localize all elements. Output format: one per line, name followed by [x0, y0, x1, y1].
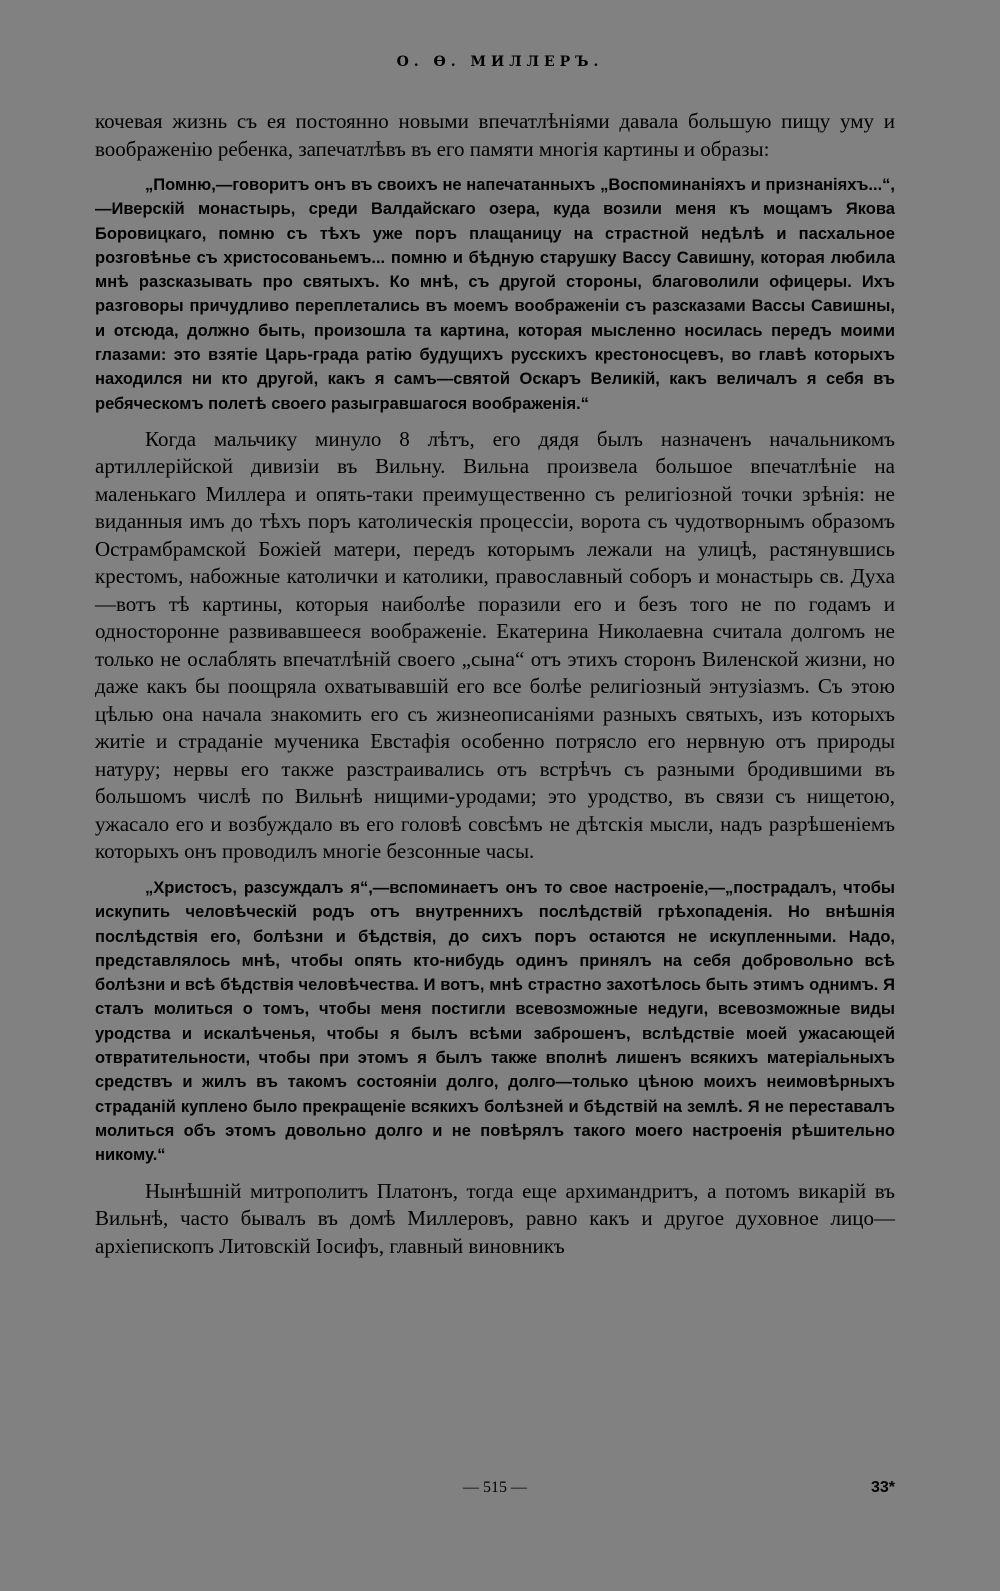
paragraph-1: кочевая жизнь съ ея постоянно новыми впечатлѣніями давала большую пищу уму и воображенію ребенка, запечатлѣвъ въ его памяти многія картины и образы:: [95, 109, 895, 161]
page-footer: [95, 1479, 895, 1503]
body-text: [95, 108, 895, 1260]
signature-mark: 33*: [870, 1479, 895, 1496]
running-head: О. Ѳ. МИЛЛЕРЪ.: [396, 54, 604, 70]
quote-2: „Христосъ, разсуждалъ я“,—вспоминаетъ онъ то свое настроеніе,—„пострадалъ, чтобы искупить человѣческій родъ отъ внутреннихъ послѣдствій грѣхопаденія. Но внѣшнія послѣдствія его, болѣзни и бѣдствія, до сихъ поръ остаются не искупленными. Надо, представлялось мнѣ, чтобы опять кто-нибудь одинъ принялъ на себя добровольно всѣ болѣзни и всѣ бѣдствія человѣчества. И вотъ, мнѣ страстно захотѣлось быть этимъ однимъ. Я сталъ молиться о томъ, чтобы меня постигли всевозможные недуги, всевозможные виды уродства и искалѣченья, чтобы я былъ всѣми заброшенъ, вслѣдствіе моей ужасающей отвратительности, чтобы при этомъ я былъ также вполнѣ лишенъ всякихъ матеріальныхъ средствъ и жилъ въ такомъ состояніи долго, долго—только цѣною моихъ неимовѣрныхъ страданій куплено было прекращеніе всякихъ болѣзней и бѣдствій на землѣ. Я не переставалъ молиться объ этомъ довольно долго и не повѣрялъ такого моего настроенія рѣшительно никому.“: [95, 878, 895, 1165]
paragraph-3: Нынѣшній митрополитъ Платонъ, тогда еще архимандритъ, а потомъ викарій въ Вильнѣ, часто бывалъ въ домѣ Миллеровъ, равно какъ и другое духовное лицо—архіепископъ Литовскій Іосифъ, главный виновникъ: [95, 1178, 895, 1258]
page-number: — 515 —: [463, 1479, 527, 1496]
paragraph-2: Когда мальчику минуло 8 лѣтъ, его дядя былъ назначенъ начальникомъ артиллерійской дивизіи въ Вильну. Вильна произвела большое впечатлѣніе на маленькаго Миллера и опять-таки преимущественно съ религіозной точки зрѣнія: не виданныя имъ до тѣхъ поръ католическія процессіи, ворота съ чудотворнымъ образомъ Острамбрамской Божіей матери, передъ которымъ лежали на улицѣ, растянувшись крестомъ, набожные католички и католики, православный соборъ и монастырь св. Духа—вотъ тѣ картины, которыя наиболѣе поразили его и безъ того не по годамъ и односторонне развивавшееся воображеніе. Екатерина Николаевна считала долгомъ не только не ослаблять впечатлѣній своего „сына“ отъ этихъ сторонъ Виленской жизни, но даже какъ бы поощряла охватывавшій его все болѣе религіозный энтузіазмъ. Съ этою цѣлью она начала знакомить его съ жизнеописаніями разныхъ святыхъ, изъ которыхъ житіе и страданіе мученика Евстафія особенно потрясло его нервную отъ природы натуру; нервы его также разстраивались отъ встрѣчъ съ разными бродившими въ большомъ числѣ по Вильнѣ нищими-уродами; это уродство, въ связи съ нищетою, ужасало его и возбуждало въ его головѣ совсѣмъ не дѣтскія мысли, надъ разрѣшеніемъ которыхъ онъ проводилъ многіе безсонные часы.: [95, 426, 895, 864]
quote-1: „Помню,—говоритъ онъ въ своихъ не напечатанныхъ „Воспоминаніяхъ и признаніяхъ...“,—Иверскій монастырь, среди Валдайскаго озера, куда возили меня къ мощамъ Якова Боровицкаго, помню съ тѣхъ уже поръ плащаницу на страстной недѣлѣ и пасхальное розговѣнье съ христосованьемъ... помню и бѣдную старушку Вассу Савишну, которая любила мнѣ разсказывать про святыхъ. Ко мнѣ, съ другой стороны, благоволили офицеры. Ихъ разговоры причудливо переплетались въ моемъ воображеніи съ разсказами Вассы Савишны, и отсюда, должно быть, произошла та картина, которая мысленно носилась передъ моими глазами: это взятіе Царь-града ратію будущихъ русскихъ крестоносцевъ, во главѣ которыхъ находился ни кто другой, какъ я самъ—святой Оскаръ Великій, какъ величалъ я себя въ ребяческомъ полетѣ своего разыгравшагося воображенія.“: [95, 176, 895, 413]
